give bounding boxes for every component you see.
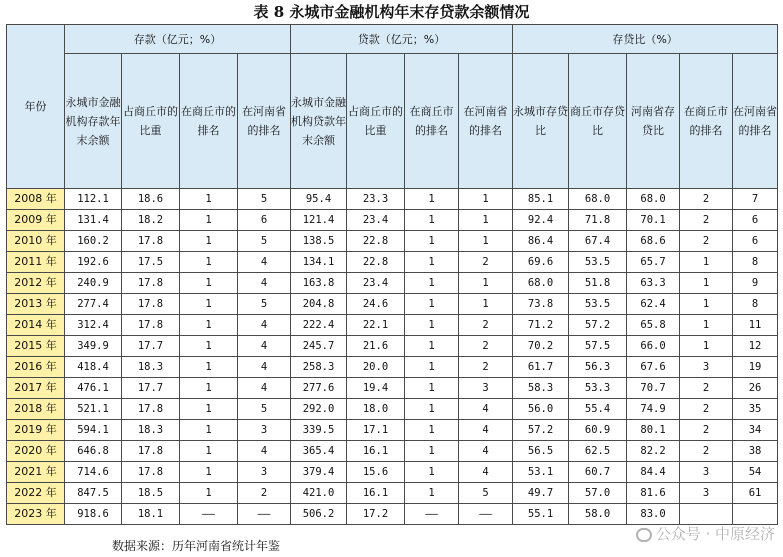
value-cell: 61.7 [513,357,569,378]
value-cell: 4 [459,399,513,420]
value-cell: 121.4 [291,210,347,231]
value-cell: —— [405,504,459,525]
value-cell: 68.0 [627,189,680,210]
value-cell: 56.0 [513,399,569,420]
value-cell: 163.8 [291,273,347,294]
value-cell: 65.7 [627,252,680,273]
value-cell: 4 [238,252,291,273]
table-row [7,273,778,294]
value-cell: 55.4 [569,399,627,420]
value-cell: 60.7 [569,462,627,483]
header-year: 年份 [7,25,65,189]
value-cell: 17.8 [122,294,180,315]
value-cell: 1 [180,441,238,462]
value-cell: 1 [405,462,459,483]
table-body [7,189,778,525]
watermark-text: 公众号 · 中原经济 [655,525,775,543]
value-cell: 53.5 [569,294,627,315]
header-deposit-share: 占商丘市的比重 [122,54,180,189]
value-cell: 277.4 [65,294,122,315]
value-cell: 421.0 [291,483,347,504]
value-cell: 11 [733,315,778,336]
year-cell: 2015 年 [7,336,65,357]
value-cell: 3 [238,462,291,483]
value-cell: 1 [459,231,513,252]
value-cell: 160.2 [65,231,122,252]
value-cell: 18.3 [122,420,180,441]
value-cell: 17.8 [122,462,180,483]
value-cell: 4 [238,378,291,399]
value-cell: 65.8 [627,315,680,336]
table-row [7,252,778,273]
value-cell: 9 [733,273,778,294]
value-cell: 1 [180,294,238,315]
value-cell: 18.2 [122,210,180,231]
value-cell: 17.2 [347,504,405,525]
value-cell: —— [459,504,513,525]
header-ratio-rank-province: 在河南省的排名 [733,54,778,189]
value-cell: 1 [180,210,238,231]
value-cell: 3 [459,378,513,399]
value-cell: 258.3 [291,357,347,378]
value-cell: 17.7 [122,378,180,399]
value-cell: 1 [459,294,513,315]
value-cell: 1 [680,273,733,294]
value-cell: 83.0 [627,504,680,525]
value-cell: 70.7 [627,378,680,399]
value-cell: 67.4 [569,231,627,252]
value-cell: 1 [459,273,513,294]
value-cell: 2 [680,189,733,210]
table-row [7,504,778,525]
value-cell: 1 [180,357,238,378]
value-cell: 131.4 [65,210,122,231]
header-group-loan: 贷款（亿元；%） [291,25,513,54]
table-row [7,441,778,462]
value-cell: 22.8 [347,252,405,273]
value-cell: 3 [238,420,291,441]
value-cell: 2 [680,399,733,420]
value-cell: 69.6 [513,252,569,273]
value-cell [733,504,778,525]
value-cell: 365.4 [291,441,347,462]
value-cell: 4 [238,273,291,294]
year-cell: 2016 年 [7,357,65,378]
value-cell [680,504,733,525]
header-loan-rank-city: 在商丘市的排名 [405,54,459,189]
header-ratio-rank-city: 在商丘市的排名 [680,54,733,189]
value-cell: 521.1 [65,399,122,420]
header-deposit-balance: 永城市金融机构存款年末余额 [65,54,122,189]
table-row [7,315,778,336]
year-cell: 2014 年 [7,315,65,336]
value-cell: 2 [680,210,733,231]
value-cell: 1 [459,189,513,210]
table-row [7,189,778,210]
value-cell: 17.7 [122,336,180,357]
value-cell: 2 [680,231,733,252]
value-cell: 1 [180,378,238,399]
value-cell: 86.4 [513,231,569,252]
value-cell: 17.8 [122,441,180,462]
value-cell: 1 [180,420,238,441]
value-cell: 1 [180,231,238,252]
table-row [7,399,778,420]
value-cell: 1 [180,483,238,504]
table-row [7,210,778,231]
value-cell: 1 [405,231,459,252]
table-row [7,231,778,252]
value-cell: 18.5 [122,483,180,504]
value-cell: 55.1 [513,504,569,525]
header-deposit-rank-city: 在商丘市的排名 [180,54,238,189]
value-cell: 1 [405,315,459,336]
value-cell: 82.2 [627,441,680,462]
value-cell: 57.0 [569,483,627,504]
value-cell: 60.9 [569,420,627,441]
value-cell: 349.9 [65,336,122,357]
value-cell: 70.1 [627,210,680,231]
value-cell: 138.5 [291,231,347,252]
header-group-ratio: 存贷比（%） [513,25,778,54]
value-cell: 1 [680,252,733,273]
year-cell: 2019 年 [7,420,65,441]
value-cell: 23.4 [347,273,405,294]
value-cell: 66.0 [627,336,680,357]
watermark [636,525,775,543]
value-cell: 51.8 [569,273,627,294]
value-cell: 245.7 [291,336,347,357]
year-cell: 2022 年 [7,483,65,504]
value-cell: 58.0 [569,504,627,525]
value-cell: 1 [405,273,459,294]
year-cell: 2011 年 [7,252,65,273]
value-cell: 17.1 [347,420,405,441]
value-cell: 57.2 [513,420,569,441]
value-cell: 62.4 [627,294,680,315]
value-cell: 3 [680,462,733,483]
wechat-icon [636,528,652,542]
value-cell: 38 [733,441,778,462]
value-cell: 85.1 [513,189,569,210]
value-cell: 418.4 [65,357,122,378]
value-cell: 1 [180,462,238,483]
data-source-note: 数据来源：历年河南省统计年鉴 [112,539,281,553]
value-cell: 1 [405,378,459,399]
value-cell: 2 [680,441,733,462]
value-cell: 58.3 [513,378,569,399]
value-cell: 312.4 [65,315,122,336]
value-cell: 23.4 [347,210,405,231]
value-cell: 6 [733,231,778,252]
value-cell: 379.4 [291,462,347,483]
year-cell: 2020 年 [7,441,65,462]
value-cell: 4 [238,336,291,357]
header-ratio-henan: 河南省存贷比 [627,54,680,189]
value-cell: 57.2 [569,315,627,336]
value-cell: 74.9 [627,399,680,420]
value-cell: 22.1 [347,315,405,336]
table-row [7,420,778,441]
value-cell: 57.5 [569,336,627,357]
value-cell: 5 [238,399,291,420]
value-cell: 1 [405,357,459,378]
value-cell: 12 [733,336,778,357]
value-cell: 222.4 [291,315,347,336]
value-cell: 1 [405,483,459,504]
value-cell: 2 [459,252,513,273]
value-cell: 1 [680,315,733,336]
value-cell: 18.0 [347,399,405,420]
value-cell: 17.8 [122,399,180,420]
value-cell: 918.6 [65,504,122,525]
value-cell: 277.6 [291,378,347,399]
value-cell: 19.4 [347,378,405,399]
value-cell: 54 [733,462,778,483]
value-cell: 68.0 [513,273,569,294]
value-cell: 5 [238,189,291,210]
value-cell: 4 [459,420,513,441]
value-cell: 192.6 [65,252,122,273]
value-cell: 1 [405,294,459,315]
value-cell: 67.6 [627,357,680,378]
value-cell: 4 [238,315,291,336]
value-cell: 35 [733,399,778,420]
value-cell: 1 [680,336,733,357]
year-cell: 2023 年 [7,504,65,525]
value-cell: 6 [238,210,291,231]
value-cell: 7 [733,189,778,210]
table-row [7,483,778,504]
value-cell: 21.6 [347,336,405,357]
value-cell: 15.6 [347,462,405,483]
value-cell: 8 [733,294,778,315]
value-cell: 24.6 [347,294,405,315]
header-loan-rank-province: 在河南省的排名 [459,54,513,189]
value-cell: 2 [459,336,513,357]
value-cell: 1 [180,252,238,273]
value-cell: 1 [680,294,733,315]
value-cell: 53.5 [569,252,627,273]
value-cell: 68.0 [569,189,627,210]
table-row [7,357,778,378]
value-cell: 3 [680,357,733,378]
value-cell: 17.8 [122,231,180,252]
value-cell: 68.6 [627,231,680,252]
value-cell: 92.4 [513,210,569,231]
value-cell: 56.3 [569,357,627,378]
year-cell: 2008 年 [7,189,65,210]
value-cell: 1 [180,189,238,210]
year-cell: 2009 年 [7,210,65,231]
value-cell: 1 [405,252,459,273]
value-cell: 70.2 [513,336,569,357]
value-cell: 5 [238,231,291,252]
value-cell: 476.1 [65,378,122,399]
table-title: 表 8 永城市金融机构年末存贷款余额情况 [253,3,530,21]
year-cell: 2018 年 [7,399,65,420]
value-cell: 646.8 [65,441,122,462]
value-cell: —— [180,504,238,525]
value-cell: 2 [680,420,733,441]
value-cell: 17.5 [122,252,180,273]
value-cell: 204.8 [291,294,347,315]
header-group-deposit: 存款（亿元；%） [65,25,291,54]
value-cell: 1 [405,399,459,420]
value-cell: 240.9 [65,273,122,294]
value-cell: 71.2 [513,315,569,336]
value-cell: 5 [459,483,513,504]
value-cell: 2 [680,378,733,399]
value-cell: 714.6 [65,462,122,483]
value-cell: 4 [459,441,513,462]
value-cell: 63.3 [627,273,680,294]
header-ratio-yongcheng: 永城市存贷比 [513,54,569,189]
value-cell: 506.2 [291,504,347,525]
value-cell: 19 [733,357,778,378]
value-cell: 847.5 [65,483,122,504]
value-cell: 6 [733,210,778,231]
table-row [7,378,778,399]
header-loan-balance: 永城市金融机构贷款年末余额 [291,54,347,189]
value-cell: 4 [459,462,513,483]
table-row [7,294,778,315]
value-cell: 112.1 [65,189,122,210]
value-cell: 20.0 [347,357,405,378]
value-cell: 53.3 [569,378,627,399]
value-cell: 4 [238,357,291,378]
value-cell: 2 [459,315,513,336]
value-cell: 73.8 [513,294,569,315]
year-cell: 2010 年 [7,231,65,252]
value-cell: 1 [180,315,238,336]
value-cell: 81.6 [627,483,680,504]
value-cell: 134.1 [291,252,347,273]
value-cell: 594.1 [65,420,122,441]
value-cell: 292.0 [291,399,347,420]
value-cell: 34 [733,420,778,441]
value-cell: 3 [680,483,733,504]
value-cell: 49.7 [513,483,569,504]
value-cell: 56.5 [513,441,569,462]
value-cell: 1 [459,210,513,231]
value-cell: 84.4 [627,462,680,483]
deposit-loan-table [6,24,778,525]
value-cell: 17.8 [122,273,180,294]
value-cell: 2 [459,357,513,378]
value-cell: 62.5 [569,441,627,462]
header-loan-share: 占商丘市的比重 [347,54,405,189]
year-cell: 2017 年 [7,378,65,399]
value-cell: 1 [405,189,459,210]
table-row [7,462,778,483]
value-cell: 1 [180,399,238,420]
year-cell: 2013 年 [7,294,65,315]
value-cell: 1 [405,336,459,357]
value-cell: 8 [733,252,778,273]
value-cell: 1 [405,210,459,231]
value-cell: 1 [405,420,459,441]
value-cell: 18.6 [122,189,180,210]
value-cell: 18.3 [122,357,180,378]
value-cell: 16.1 [347,483,405,504]
value-cell: 18.1 [122,504,180,525]
year-cell: 2021 年 [7,462,65,483]
value-cell: 1 [180,336,238,357]
value-cell: 71.8 [569,210,627,231]
value-cell: 95.4 [291,189,347,210]
value-cell: 1 [180,273,238,294]
value-cell: —— [238,504,291,525]
header-ratio-shangqiu: 商丘市存贷比 [569,54,627,189]
value-cell: 23.3 [347,189,405,210]
value-cell: 2 [238,483,291,504]
value-cell: 22.8 [347,231,405,252]
header-deposit-rank-province: 在河南省的排名 [238,54,291,189]
value-cell: 16.1 [347,441,405,462]
table-row [7,336,778,357]
value-cell: 1 [405,441,459,462]
value-cell: 17.8 [122,315,180,336]
value-cell: 26 [733,378,778,399]
value-cell: 4 [238,441,291,462]
value-cell: 5 [238,294,291,315]
value-cell: 53.1 [513,462,569,483]
value-cell: 61 [733,483,778,504]
year-cell: 2012 年 [7,273,65,294]
value-cell: 339.5 [291,420,347,441]
value-cell: 80.1 [627,420,680,441]
